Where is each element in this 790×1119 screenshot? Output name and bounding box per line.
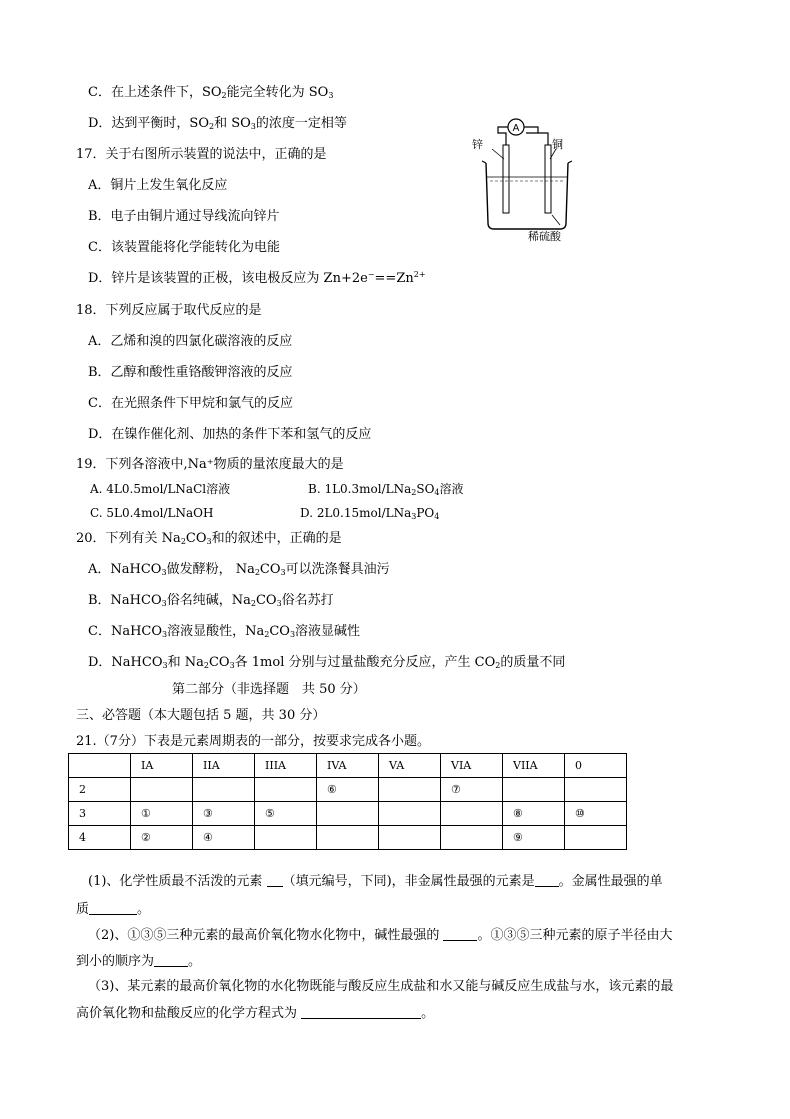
table-cell: IVA: [317, 754, 379, 778]
copper-label: 铜: [552, 138, 563, 151]
q21-part2-line1: （2)、①③⑤三种元素的最高价氧化物水化物中，碱性最强的 。①③⑤三种元素的原子半径由大: [88, 928, 673, 943]
q17-stem: 17．关于右图所示装置的说法中，正确的是: [76, 147, 327, 162]
table-cell: 3: [69, 802, 131, 826]
table-cell: 0: [565, 754, 627, 778]
answer-blank[interactable]: [154, 953, 188, 967]
q20-option-c: C．NaHCO$_3$溶液显酸性，$Na_2CO_3$溶液显碱性: [88, 624, 361, 639]
q21-part3-line1: （3)、某元素的最高价氧化物的水化物既能与酸反应生成盐和水又能与碱反应生成盐与水，该元素的最: [88, 979, 674, 994]
answer-blank[interactable]: [89, 901, 137, 915]
answer-blank[interactable]: [301, 1005, 421, 1019]
q21-part2-line2: 到小的顺序为 。: [76, 954, 202, 969]
q18-option-d: D．在镍作催化剂、加热的条件下苯和氢气的反应: [88, 427, 372, 442]
table-cell: [255, 826, 317, 850]
q21-part1-line2: 质 。: [76, 902, 151, 917]
q18-option-b: B．乙醇和酸性重铬酸钾溶液的反应: [88, 365, 293, 380]
q17-option-c: C．该装置能将化学能转化为电能: [88, 240, 280, 255]
q19-option-a: A. 4L0.5mol/LNaCl溶液: [90, 482, 231, 496]
table-cell: [503, 778, 565, 802]
section3-title: 三、必答题（本大题包括 5 题，共 30 分）: [76, 708, 326, 723]
table-cell: 4: [69, 826, 131, 850]
q17-option-d: D．锌片是该装置的正极，该电极反应为 $Zn+2e^-==Zn^{2+}$: [88, 270, 426, 286]
table-row: [69, 778, 627, 802]
table-row: [69, 826, 627, 850]
table-cell: [379, 826, 441, 850]
table-header-row: [69, 754, 627, 778]
q20-option-d: D．NaHCO$_3$和 $Na_2CO_3$各 1mol 分别与过量盐酸充分反应，产生 $CO_2$的质量不同: [88, 655, 566, 670]
table-cell: IIA: [193, 754, 255, 778]
part2-title: 第二部分（非选择题 共 50 分）: [172, 682, 366, 697]
table-cell: ④: [193, 826, 255, 850]
table-cell: [69, 754, 131, 778]
q20-option-a: A．NaHCO$_3$做发酵粉， $Na_2CO_3$可以洗涤餐具油污: [88, 562, 390, 577]
q19-option-c: C. 5L0.4mol/LNaOH: [90, 506, 214, 520]
q19-option-b: B. $1L0.3mol/LNa_2SO_4$溶液: [308, 482, 464, 497]
q16-option-c: C．在上述条件下，$SO_2$能完全转化为 $SO_3$: [88, 85, 334, 100]
galvanic-cell-diagram: [468, 115, 588, 245]
q21-part1-line1: (1)、化学性质最不活泼的元素 （填元编号，下同)，非金属性最强的元素是 。金属性最强的单: [88, 874, 663, 889]
q18-option-a: A．乙烯和溴的四氯化碳溶液的反应: [88, 334, 293, 349]
table-cell: [317, 802, 379, 826]
q16-option-d: D．达到平衡时，$SO_2$和 $SO_3$的浓度一定相等: [88, 116, 347, 131]
table-cell: [441, 826, 503, 850]
table-cell: ③: [193, 802, 255, 826]
table-cell: [317, 826, 379, 850]
table-cell: VIA: [441, 754, 503, 778]
table-cell: ①: [131, 802, 193, 826]
table-cell: ⑩: [565, 802, 627, 826]
galvanic-cell-drawing: [468, 115, 588, 245]
table-cell: [193, 778, 255, 802]
answer-blank[interactable]: [267, 873, 283, 887]
table-cell: ⑥: [317, 778, 379, 802]
zinc-label: 锌: [472, 138, 483, 151]
periodic-table-fragment: [68, 753, 627, 850]
q17-option-b: B．电子由铜片通过导线流向锌片: [88, 209, 280, 224]
q21-part3-line2: 高价氧化物和盐酸反应的化学方程式为 。: [76, 1006, 435, 1021]
q18-option-c: C．在光照条件下甲烷和氯气的反应: [88, 396, 293, 411]
table-cell: [565, 826, 627, 850]
sulfuric-acid-label: 稀硫酸: [528, 230, 561, 243]
q19-option-d: D. $2L0.15mol/LNa_3PO_4$: [300, 506, 440, 521]
table-cell: [255, 778, 317, 802]
q20-option-b: B．NaHCO$_3$俗名纯碱，$Na_2CO_3$俗名苏打: [88, 593, 334, 608]
q18-stem: 18．下列反应属于取代反应的是: [76, 303, 262, 318]
table-cell: VIIA: [503, 754, 565, 778]
table-cell: IA: [131, 754, 193, 778]
table-cell: ⑨: [503, 826, 565, 850]
table-cell: ②: [131, 826, 193, 850]
answer-blank[interactable]: [443, 927, 477, 941]
table-cell: ⑤: [255, 802, 317, 826]
q21-stem: 21.（7分）下表是元素周期表的一部分，按要求完成各小题。: [76, 734, 430, 749]
q19-stem: 19．下列各溶液中,Na⁺物质的量浓度最大的是: [76, 457, 344, 472]
q17-option-a: A．铜片上发生氧化反应: [88, 178, 228, 193]
table-cell: VA: [379, 754, 441, 778]
table-row: [69, 802, 627, 826]
q20-stem: 20．下列有关 $Na_2CO_3$和的叙述中，正确的是: [76, 531, 342, 546]
ammeter-label: A: [512, 123, 520, 134]
table-cell: [379, 802, 441, 826]
table-cell: IIIA: [255, 754, 317, 778]
table-cell: ⑦: [441, 778, 503, 802]
table-cell: [379, 778, 441, 802]
answer-blank[interactable]: [535, 873, 559, 887]
table-cell: 2: [69, 778, 131, 802]
table-cell: ⑧: [503, 802, 565, 826]
table-cell: [441, 802, 503, 826]
table-cell: [565, 778, 627, 802]
table-cell: [131, 778, 193, 802]
